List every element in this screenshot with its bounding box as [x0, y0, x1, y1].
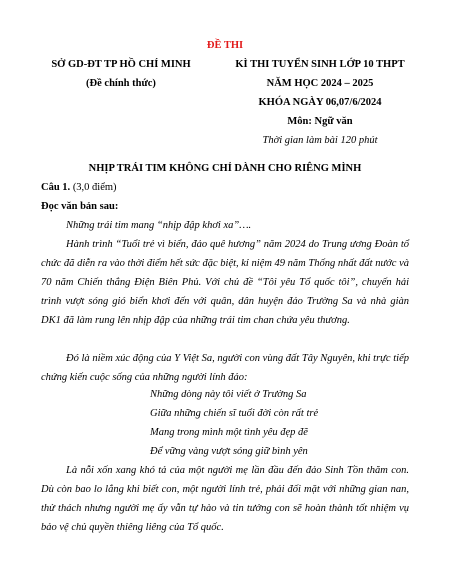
poem-line: Để vững vàng vượt sóng giữ bình yên	[150, 446, 308, 457]
paragraph-mother: Là nỗi xốn xang khó tả của một người mẹ lần đầu đến đảo Sinh Tồn thăm con. Dù còn bao lo lắng khi biết con, một người lính trẻ, phải đối mặt với những gian nan, thử thách nhưng người mẹ ấy vẫn tự hào và tin tưởng con sẽ hoàn thành tốt nhiệm vụ bảo vệ chủ quyền thiêng liêng của Tổ quốc.	[41, 465, 409, 533]
reading-section-label: Đọc văn bản sau:	[41, 201, 119, 212]
exam-label: ĐỀ THI	[206, 40, 244, 51]
time-limit: Thời gian làm bài 120 phút	[262, 135, 378, 146]
exam-name: KÌ THI TUYỂN SINH LỚP 10 THPT	[235, 59, 405, 70]
question-label: Câu 1.	[41, 182, 71, 193]
question-points: (3,0 điểm)	[72, 182, 117, 193]
paragraph-intro: Những trái tim mang “nhịp đập khơi xa”….	[66, 220, 252, 231]
department-name: SỞ GD-ĐT TP HỒ CHÍ MINH	[51, 59, 191, 70]
paragraph-emotion: Đó là niềm xúc động của Y Việt Sa, người con vùng đất Tây Nguyên, khi trực tiếp chứng kiến cuộc sống của những người lính đảo:	[41, 353, 409, 383]
official-exam-note: (Đề chính thức)	[86, 78, 156, 89]
poem-line: Mang trong mình một tình yêu đẹp đẽ	[150, 427, 308, 438]
exam-dates: KHÓA NGÀY 06,07/6/2024	[258, 97, 382, 108]
question-heading	[41, 182, 117, 193]
passage-title: NHỊP TRÁI TIM KHÔNG CHỈ DÀNH CHO RIÊNG MÌNH	[88, 163, 362, 174]
poem-line: Những dòng này tôi viết ở Trường Sa	[150, 389, 307, 400]
poem-line: Giữa những chiến sĩ tuổi đời còn rất trẻ	[150, 408, 319, 419]
school-year: NĂM HỌC 2024 – 2025	[266, 78, 374, 89]
subject: Môn: Ngữ văn	[287, 116, 353, 127]
paragraph-journey: Hành trình “Tuổi trẻ vì biển, đảo quê hương” năm 2024 do Trung ương Đoàn tổ chức đã diễn ra vào thời điểm hết sức đặc biệt, kỉ niệm 49 năm Thống nhất đất nước và 70 năm Chiến thắng Điện Biên Phủ. Với chủ đề “Tôi yêu Tổ quốc tôi”, chuyến hải trình vượt sóng gió biển khơi đến với quân, dân huyện đảo Trường Sa và nhà giàn DK1 đã làm rung lên nhịp đập của những trái tim chan chứa yêu thương.	[41, 239, 409, 326]
